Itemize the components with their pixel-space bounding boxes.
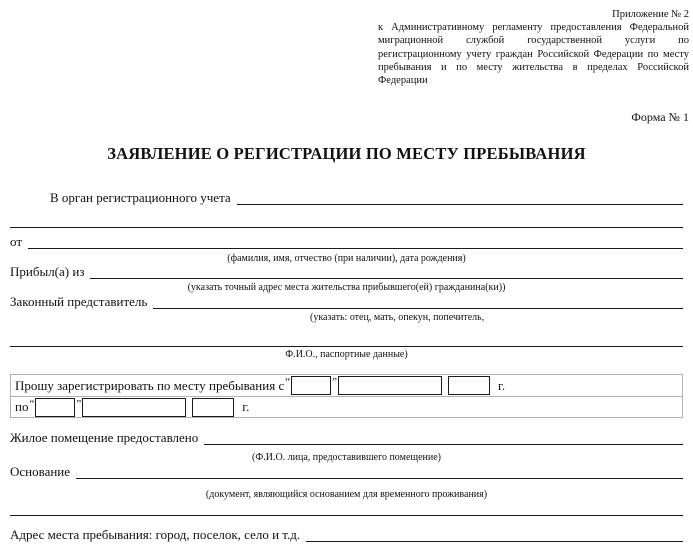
registration-period-from-year-input[interactable]: [448, 376, 490, 395]
field-legal-representative-hint-2: Ф.И.О., паспортные данные): [285, 349, 408, 360]
field-arrived-from-hint: (указать точный адрес места жительства прибывшего(ей) гражданина(ки)): [187, 282, 506, 293]
field-stay-address-label: Адрес места пребывания: город, поселок, село и т.д.: [10, 527, 301, 542]
registration-period-to-label: по: [15, 399, 29, 414]
field-legal-representative-label: Законный представитель: [10, 294, 148, 309]
field-arrived-from-label: Прибыл(а) из: [10, 264, 85, 279]
field-premises-provided-by: [10, 430, 683, 445]
field-from: [10, 234, 683, 249]
appendix-body-text: к Административному регламенту предоставления Федеральной миграционной службой государственной услуги по регистрационному учету граждан Российской Федерации по месту пребывания и по месту жительства в пределах Российской Федерации: [378, 22, 689, 87]
field-basis-continuation-rule[interactable]: [10, 515, 683, 516]
field-basis: [10, 464, 683, 479]
registration-period-from-year-suffix: г.: [498, 377, 506, 393]
field-from-hint: (фамилия, имя, отчество (при наличии), дата рождения): [227, 253, 466, 264]
registration-period-from-month-input[interactable]: [338, 376, 442, 395]
registration-period-to-day-input[interactable]: [35, 398, 75, 417]
appendix-reference-block: [378, 8, 689, 87]
registration-period-to-close-quote: ”: [76, 398, 82, 410]
registration-period-row-to: [11, 396, 682, 417]
page-title: ЗАЯВЛЕНИЕ О РЕГИСТРАЦИИ ПО МЕСТУ ПРЕБЫВАНИЯ: [107, 144, 586, 163]
field-basis-label: Основание: [10, 464, 71, 479]
field-premises-provided-by-input[interactable]: [204, 431, 683, 445]
field-from-input[interactable]: [28, 235, 683, 249]
form-number: Форма № 1: [631, 110, 689, 124]
field-registration-body-input[interactable]: [237, 191, 683, 205]
registration-period-to-year-suffix: г.: [242, 399, 250, 414]
registration-period-row-from: [11, 375, 682, 396]
field-premises-provided-by-label: Жилое помещение предоставлено: [10, 430, 199, 445]
field-registration-body: [50, 190, 683, 205]
field-legal-representative: [10, 294, 683, 309]
field-basis-input[interactable]: [76, 465, 683, 479]
field-registration-body-label: В орган регистрационного учета: [50, 190, 231, 205]
field-registration-body-continuation-rule[interactable]: [10, 227, 683, 228]
appendix-title: Приложение № 2: [612, 9, 689, 20]
registration-period-from-day-input[interactable]: [291, 376, 331, 395]
registration-period-from-open-quote: “: [285, 376, 291, 388]
field-legal-representative-continuation-rule[interactable]: [10, 346, 683, 347]
field-arrived-from-input[interactable]: [90, 265, 683, 279]
registration-period-from-label: Прошу зарегистрировать по месту пребывания с: [15, 377, 285, 393]
field-stay-address: [10, 527, 683, 542]
field-basis-hint: (документ, являющийся основанием для временного проживания): [205, 489, 488, 500]
field-stay-address-input[interactable]: [306, 528, 683, 542]
field-legal-representative-input[interactable]: [153, 295, 683, 309]
registration-period-to-year-input[interactable]: [192, 398, 234, 417]
field-premises-provided-by-hint: (Ф.И.О. лица, предоставившего помещение): [252, 452, 441, 463]
field-legal-representative-hint-1: (указать: отец, мать, опекун, попечитель,: [310, 312, 485, 323]
registration-period-to-month-input[interactable]: [82, 398, 186, 417]
field-arrived-from: [10, 264, 683, 279]
registration-period-to-open-quote: “: [29, 398, 35, 410]
field-from-label: от: [10, 234, 23, 249]
registration-period-from-close-quote: ”: [332, 376, 338, 388]
registration-period-table: [10, 374, 683, 418]
